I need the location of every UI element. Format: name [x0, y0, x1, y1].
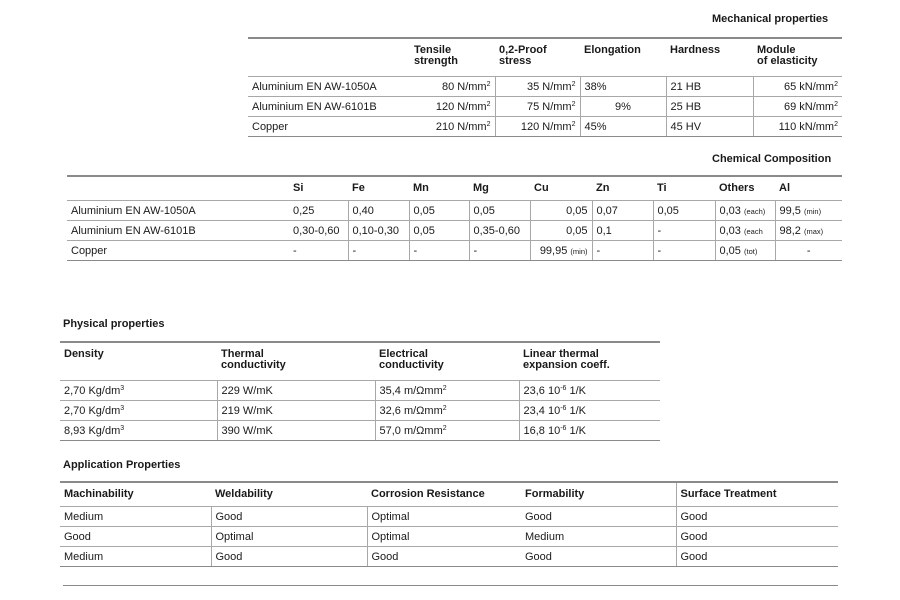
- proof-stress-value: 120 $N/mm^2$: [495, 117, 580, 137]
- table-row: [60, 547, 838, 567]
- surface-treatment-value: Good: [676, 527, 838, 547]
- material-name: Copper: [67, 241, 289, 261]
- electrical-conductivity-value: 35,4 m/Ωmm$^2$: [375, 381, 519, 401]
- zn-value: 0,07: [592, 201, 653, 221]
- thermal-conductivity-value: 229 W/mK: [217, 381, 375, 401]
- density-value: 8,93 $Kg/dm^3$: [60, 421, 217, 441]
- application-properties-title: Application Properties: [63, 459, 181, 471]
- cu-value: 0,05: [530, 201, 592, 221]
- elongation-value: 45%: [580, 117, 666, 137]
- table-row: [60, 421, 660, 441]
- mg-value: -: [469, 241, 530, 261]
- si-value: 0,25: [289, 201, 348, 221]
- mg-value: 0,35-0,60: [469, 221, 530, 241]
- phys-header-density: Density: [64, 348, 104, 360]
- zn-value: 0,1: [592, 221, 653, 241]
- mech-header-tensile-strength: Tensile strength: [414, 44, 458, 67]
- elongation-value: 38%: [580, 77, 666, 97]
- al-value: 99,5 (min): [775, 201, 842, 221]
- machinability-value: Medium: [60, 507, 211, 527]
- weldability-value: Optimal: [211, 527, 367, 547]
- app-header-weldability: Weldability: [215, 488, 273, 500]
- table-row: [67, 241, 842, 261]
- others-value: 0,05 (tot): [715, 241, 775, 261]
- table-row: [248, 97, 842, 117]
- app-header-formability: Formability: [525, 488, 585, 500]
- mn-value: -: [409, 241, 469, 261]
- si-value: 0,30-0,60: [289, 221, 348, 241]
- material-name: Aluminium EN AW-6101B: [248, 97, 410, 117]
- phys-header-linear-expansion: Linear thermal expansion coeff.: [523, 348, 610, 371]
- chem-header-fe: Fe: [352, 182, 365, 194]
- ti-value: 0,05: [653, 201, 715, 221]
- tensile-strength-value: 80 $N/mm^2$: [410, 77, 495, 97]
- weldability-value: Good: [211, 507, 367, 527]
- mech-header-elongation: Elongation: [584, 44, 641, 56]
- electrical-conductivity-value: 57,0 m/Ωmm$^2$: [375, 421, 519, 441]
- linear-expansion-value: 16,8 $10^{-6}$ 1/K: [519, 421, 660, 441]
- phys-header-thermal-conductivity: Thermal conductivity: [221, 348, 286, 371]
- hardness-value: 25 HB: [666, 97, 753, 117]
- chemical-composition-title: Chemical Composition: [712, 153, 832, 165]
- surface-treatment-value: Good: [676, 507, 838, 527]
- chemical-composition-table: [67, 175, 842, 261]
- weldability-value: Good: [211, 547, 367, 567]
- fe-value: -: [348, 241, 409, 261]
- physical-properties-table: [60, 341, 660, 441]
- table-row: [67, 221, 842, 241]
- chem-header-mn: Mn: [413, 182, 429, 194]
- mechanical-properties-title: Mechanical properties: [712, 13, 829, 25]
- electrical-conductivity-value: 32,6 m/Ωmm$^2$: [375, 401, 519, 421]
- mech-header-material: [248, 38, 410, 77]
- formability-value: Medium: [521, 527, 676, 547]
- bottom-divider: [63, 585, 838, 586]
- tensile-strength-value: 120 $N/mm^2$: [410, 97, 495, 117]
- chem-header-si: Si: [293, 182, 304, 194]
- material-name: Aluminium EN AW-1050A: [248, 77, 410, 97]
- chem-header-material: [67, 176, 289, 201]
- proof-stress-value: 75 $N/mm^2$: [495, 97, 580, 117]
- tensile-strength-value: 210 $N/mm^2$: [410, 117, 495, 137]
- mn-value: 0,05: [409, 201, 469, 221]
- al-value: 98,2 (max): [775, 221, 842, 241]
- table-row: [60, 507, 838, 527]
- ti-value: -: [653, 221, 715, 241]
- mech-header-hardness: Hardness: [670, 44, 721, 56]
- app-header-surface-treatment: Surface Treatment: [676, 482, 838, 507]
- chem-header-zn: Zn: [596, 182, 610, 194]
- ti-value: -: [653, 241, 715, 261]
- thermal-conductivity-value: 390 W/mK: [217, 421, 375, 441]
- app-header-machinability: Machinability: [64, 488, 134, 500]
- material-name: Aluminium EN AW-6101B: [67, 221, 289, 241]
- chem-header-ti: Ti: [657, 182, 667, 194]
- mg-value: 0,05: [469, 201, 530, 221]
- hardness-value: 45 HV: [666, 117, 753, 137]
- fe-value: 0,10-0,30: [348, 221, 409, 241]
- chem-header-al: Al: [779, 182, 790, 194]
- formability-value: Good: [521, 507, 676, 527]
- module-elasticity-value: 69 $kN/mm^2$: [753, 97, 842, 117]
- mech-header-module-elasticity: Module of elasticity: [757, 44, 818, 67]
- corrosion-resistance-value: Optimal: [367, 507, 521, 527]
- machinability-value: Good: [60, 527, 211, 547]
- physical-properties-title: Physical properties: [63, 318, 165, 330]
- material-name: Copper: [248, 117, 410, 137]
- zn-value: -: [592, 241, 653, 261]
- si-value: -: [289, 241, 348, 261]
- cu-value: 99,95 (min): [530, 241, 592, 261]
- thermal-conductivity-value: 219 W/mK: [217, 401, 375, 421]
- chem-header-cu: Cu: [534, 182, 549, 194]
- mechanical-properties-table: [248, 37, 842, 137]
- mech-header-proof-stress: 0,2-Proof stress: [499, 44, 547, 67]
- density-value: 2,70 $Kg/dm^3$: [60, 401, 217, 421]
- table-row: [248, 77, 842, 97]
- others-value: 0,03 (each): [715, 201, 775, 221]
- others-value: 0,03 (each: [715, 221, 775, 241]
- formability-value: Good: [521, 547, 676, 567]
- linear-expansion-value: 23,6 $10^{-6}$ 1/K: [519, 381, 660, 401]
- module-elasticity-value: 110 $kN/mm^2$: [753, 117, 842, 137]
- corrosion-resistance-value: Optimal: [367, 527, 521, 547]
- table-row: [60, 527, 838, 547]
- elongation-value: 9%: [580, 97, 666, 117]
- table-row: [60, 401, 660, 421]
- application-properties-table: [60, 481, 838, 567]
- mn-value: 0,05: [409, 221, 469, 241]
- density-value: 2,70 $Kg/dm^3$: [60, 381, 217, 401]
- proof-stress-value: 35 $N/mm^2$: [495, 77, 580, 97]
- chem-header-others: Others: [719, 182, 755, 194]
- linear-expansion-value: 23,4 $10^{-6}$ 1/K: [519, 401, 660, 421]
- table-row: [248, 117, 842, 137]
- machinability-value: Medium: [60, 547, 211, 567]
- chem-header-mg: Mg: [473, 182, 489, 194]
- surface-treatment-value: Good: [676, 547, 838, 567]
- table-row: [67, 201, 842, 221]
- table-row: [60, 381, 660, 401]
- hardness-value: 21 HB: [666, 77, 753, 97]
- corrosion-resistance-value: Good: [367, 547, 521, 567]
- al-value: -: [775, 241, 842, 261]
- module-elasticity-value: 65 $kN/mm^2$: [753, 77, 842, 97]
- cu-value: 0,05: [530, 221, 592, 241]
- fe-value: 0,40: [348, 201, 409, 221]
- phys-header-electrical-conductivity: Electrical conductivity: [379, 348, 444, 371]
- app-header-corrosion-resistance: Corrosion Resistance: [371, 488, 485, 500]
- material-name: Aluminium EN AW-1050A: [67, 201, 289, 221]
